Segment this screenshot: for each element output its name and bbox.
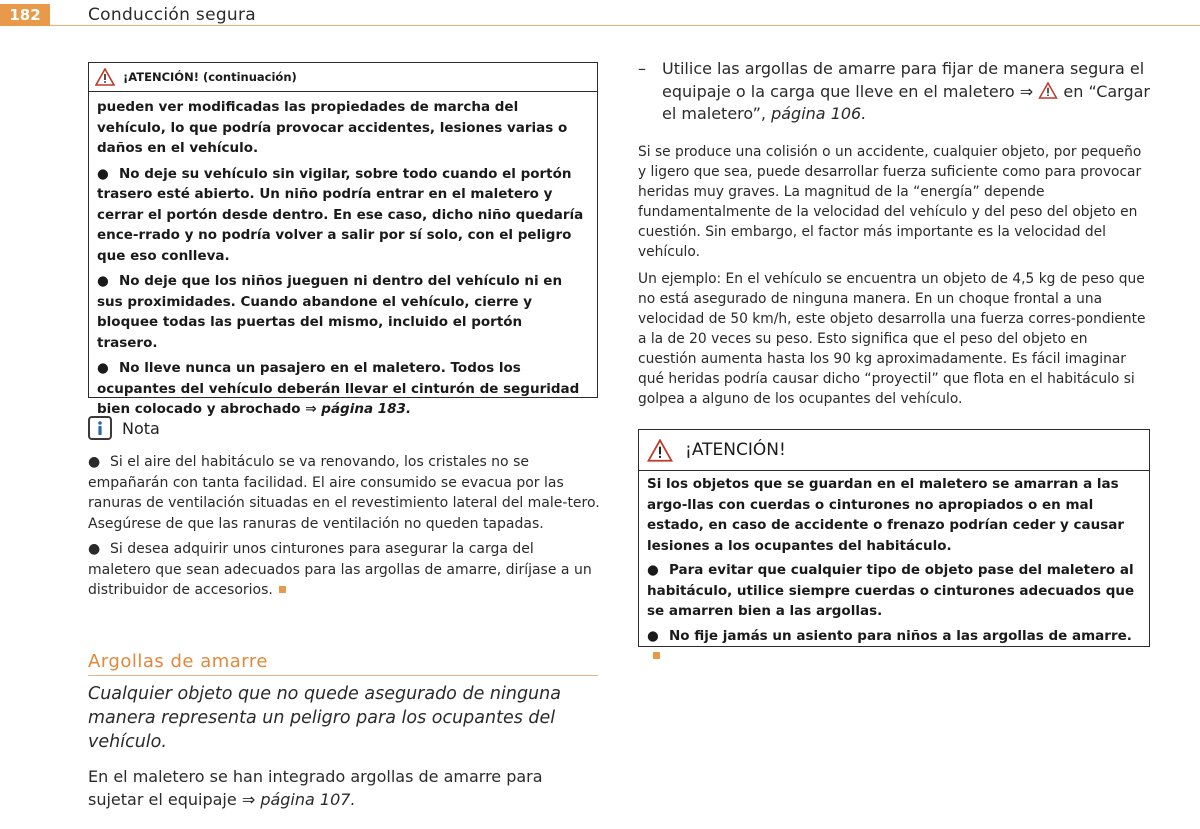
warning-bullet: ● Para evitar que cualquier tipo de objeto pase del maletero al habitáculo, utilice siempre cuerdas o cinturones adecuados que se amarren bien a las argollas. [647, 562, 1135, 619]
step-dash: – [638, 59, 646, 78]
warning-header [639, 430, 1149, 471]
warning-bullet: ● No fije jamás un asiento para niños a las argollas de amarre. [647, 626, 1139, 667]
body-paragraph: Si se produce una colisión o un accidente, cualquier objeto, por pequeño y ligero que sea, puede desarrollar fuerza suficiente como para provocar heridas muy graves. La magnitud de la “energía” depende fundamentalmente de la velocidad del vehículo y del peso del objeto en cuestión. Sin embargo, el factor más importante es la velocidad del vehículo. [638, 144, 1142, 260]
warning-triangle-icon [647, 439, 673, 462]
warning-heading: ¡ATENCIÓN! [685, 440, 786, 460]
section-intro: Cualquier objeto que no quede asegurado de ninguna manera representa un peligro para los ocupantes del vehículo. [88, 684, 561, 752]
header-divider [50, 25, 1200, 26]
warning-paragraph: pueden ver modificadas las propiedades de marcha del vehículo, lo que podría provocar accidentes, lesiones varias o daños en el vehículo. [97, 99, 568, 156]
warning-triangle-icon [95, 68, 115, 86]
warning-bullet: ● No deje que los niños jueguen ni dentro del vehículo ni en sus proximidades. Cuando abandone el vehículo, cierre y bloquee todas las puertas del mismo, incluido el portón trasero. [97, 273, 563, 351]
note-bullet: ● Si desea adquirir unos cinturones para asegurar la carga del maletero que sean adecuados para las argollas de amarre, diríjase a un distribuidor de accesorios. [88, 541, 592, 598]
warning-body [639, 471, 1149, 667]
note-bullet: ● Si el aire del habitáculo se va renovando, los cristales no se empañarán con tanta facilidad. El aire consumido se evacua por las ranuras de ventilación situadas en el revestimiento lateral del male-tero. Asegúrese de que las ranuras de ventilación no queden tapadas. [88, 454, 600, 532]
warning-bullet: ● No lleve nunca un pasajero en el maletero. Todos los ocupantes del vehículo deberán llevar el cinturón de seguridad bien colocado y abrochado ⇒ página 183. [97, 360, 580, 417]
section-body: En el maletero se han integrado argollas de amarre para sujetar el equipaje ⇒ página 107. [88, 767, 543, 809]
note-body [88, 452, 600, 601]
instruction-step: – Utilice las argollas de amarre para fijar de manera segura el equipaje o la carga que lleve en el maletero ⇒ en “Cargar el maletero”, página 106. [638, 58, 1150, 126]
warning-body [89, 92, 597, 420]
note-header [88, 416, 160, 440]
end-square-icon [279, 586, 286, 593]
warning-box [638, 429, 1150, 647]
section-divider [88, 675, 598, 676]
end-square-icon [653, 652, 660, 659]
info-note-icon [88, 416, 112, 440]
warning-bullet: ● No deje su vehículo sin vigilar, sobre todo cuando el portón trasero esté abierto. Un niño podría entrar en el maletero y cerrar el portón desde dentro. En ese caso, dicho niño quedaría ence-rrado y no podría volver a salir por sí solo, con el peligro que eso conlleva. [97, 165, 584, 264]
warning-triangle-icon [1038, 82, 1058, 99]
page-title: Conducción segura [88, 5, 256, 25]
note-title: Nota [122, 418, 160, 438]
page-header [0, 0, 1200, 26]
page-number: 182 [0, 4, 50, 26]
warning-box-continued [88, 62, 598, 417]
warning-heading: ¡ATENCIÓN! (continuación) [123, 70, 297, 84]
section-title: Argollas de amarre [88, 651, 268, 672]
warning-paragraph: Si los objetos que se guardan en el maletero se amarran a las argo-llas con cuerdas o cinturones no apropiados o en mal estado, en caso de accidente o frenazo podrían ceder y causar lesiones a los ocupantes del habitáculo. [647, 476, 1124, 554]
warning-header [89, 63, 597, 92]
body-paragraph: Un ejemplo: En el vehículo se encuentra un objeto de 4,5 kg de peso que no está asegurado de ninguna manera. En un choque frontal a una velocidad de 50 km/h, este objeto desarrolla una fuerza corres-pondiente a la de 20 veces su peso. Esto significa que el peso del objeto en cuestión aumenta hasta los 90 kg aproximadamente. Es fácil imaginar qué heridas podría causar dicho “proyectil” que flota en el habitáculo si golpea a alguno de los ocupantes del vehículo. [638, 271, 1146, 407]
